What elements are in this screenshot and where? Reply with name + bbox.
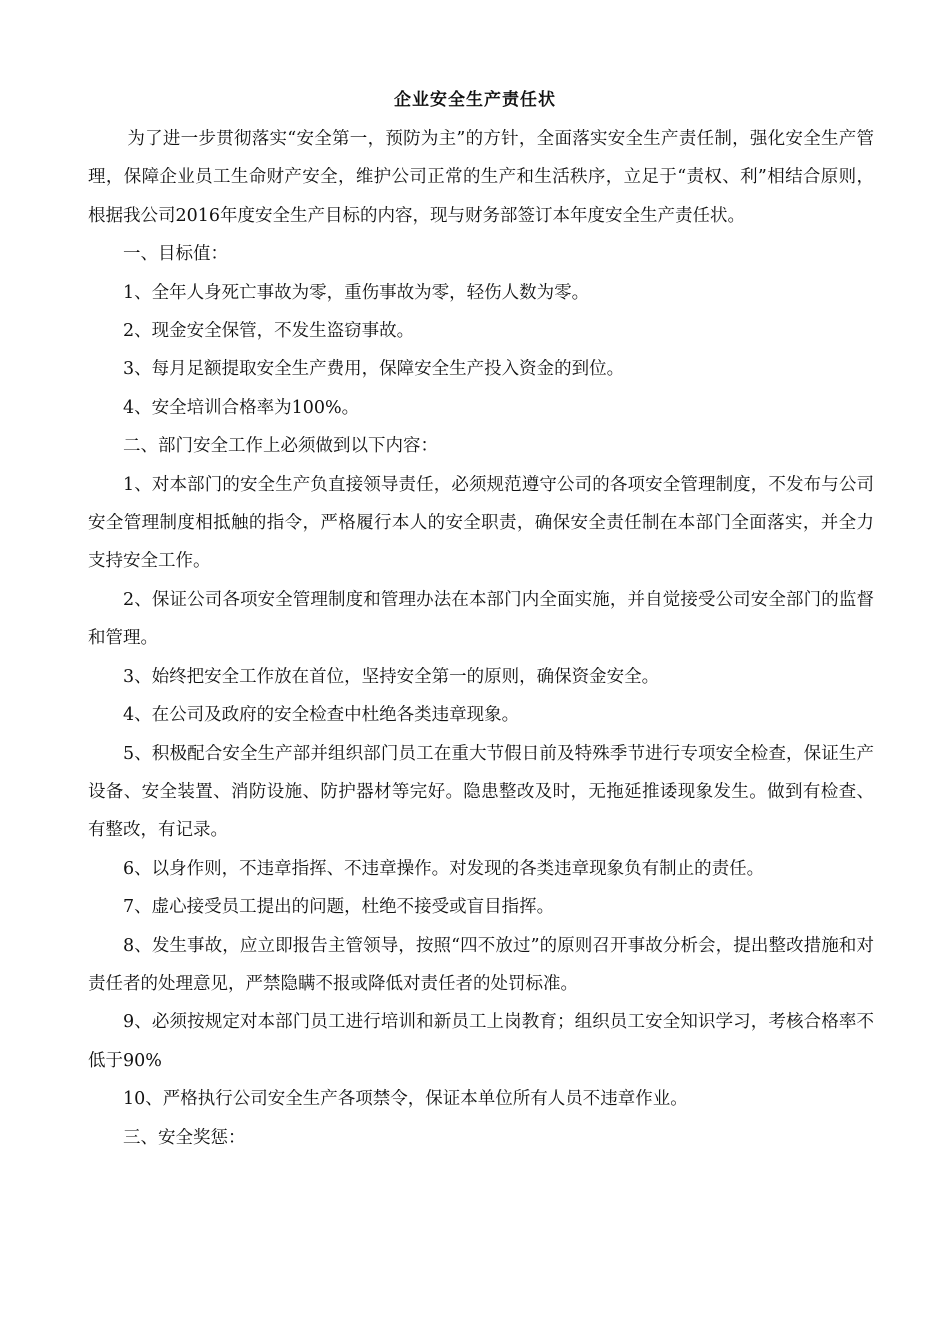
list-item: 4、安全培训合格率为100%。: [123, 397, 360, 418]
list-item: 1、全年人身死亡事故为零，重伤事故为零，轻伤人数为零。: [123, 282, 590, 303]
intro-paragraph: 为了进一步贯彻落实“安全第一，预防为主”的方针，全面落实安全生产责任制，强化安全生产管理，保障企业员工生命财产安全，维护公司正常的生产和生活秩序，立足于“责权、利”相结合原则，根据我公司2016年度安全生产目标的内容，现与财务部签订本年度安全生产责任状。: [88, 129, 874, 226]
list-item: 10、严格执行公司安全生产各项禁令，保证本单位所有人员不违章作业。: [123, 1089, 688, 1110]
section-heading-rewards: 三、安全奖惩：: [123, 1127, 246, 1148]
document-title: 企业安全生产责任状: [394, 90, 556, 110]
list-item: 8、发生事故，应立即报告主管领导，按照“四不放过”的原则召开事故分析会，提出整改措施和对责任者的处理意见，严禁隐瞒不报或降低对责任者的处罚标准。: [88, 935, 874, 994]
section-heading-targets: 一、目标值：: [123, 244, 228, 265]
list-item: 5、积极配合安全生产部并组织部门员工在重大节假日前及特殊季节进行专项安全检查，保证生产设备、安全装置、消防设施、防护器材等完好。隐患整改及时，无拖延推诿现象发生。做到有检查、有整改，有记录。: [88, 743, 874, 841]
list-item: 1、对本部门的安全生产负直接领导责任，必须规范遵守公司的各项安全管理制度，不发布与公司安全管理制度相抵触的指令，严格履行本人的安全职责，确保安全责任制在本部门全面落实，并全力支持安全工作。: [88, 474, 874, 572]
section-heading-requirements: 二、部门安全工作上必须做到以下内容：: [123, 436, 438, 457]
list-item: 3、每月足额提取安全生产费用，保障安全生产投入资金的到位。: [123, 359, 625, 380]
list-item: 2、保证公司各项安全管理制度和管理办法在本部门内全面实施，并自觉接受公司安全部门的监督和管理。: [88, 589, 874, 649]
list-item: 2、现金安全保管，不发生盗窃事故。: [123, 321, 415, 342]
list-item: 6、以身作则，不违章指挥、不违章操作。对发现的各类违章现象负有制止的责任。: [123, 858, 765, 879]
list-item: 4、在公司及政府的安全检查中杜绝各类违章现象。: [123, 705, 520, 726]
document-body: [88, 120, 874, 1157]
list-item: 9、必须按规定对本部门员工进行培训和新员工上岗教育；组织员工安全知识学习，考核合格率不低于90%: [88, 1012, 874, 1071]
list-item: 7、虚心接受员工提出的问题，杜绝不接受或盲目指挥。: [123, 897, 555, 918]
list-item: 3、始终把安全工作放在首位，坚持安全第一的原则，确保资金安全。: [123, 666, 660, 687]
